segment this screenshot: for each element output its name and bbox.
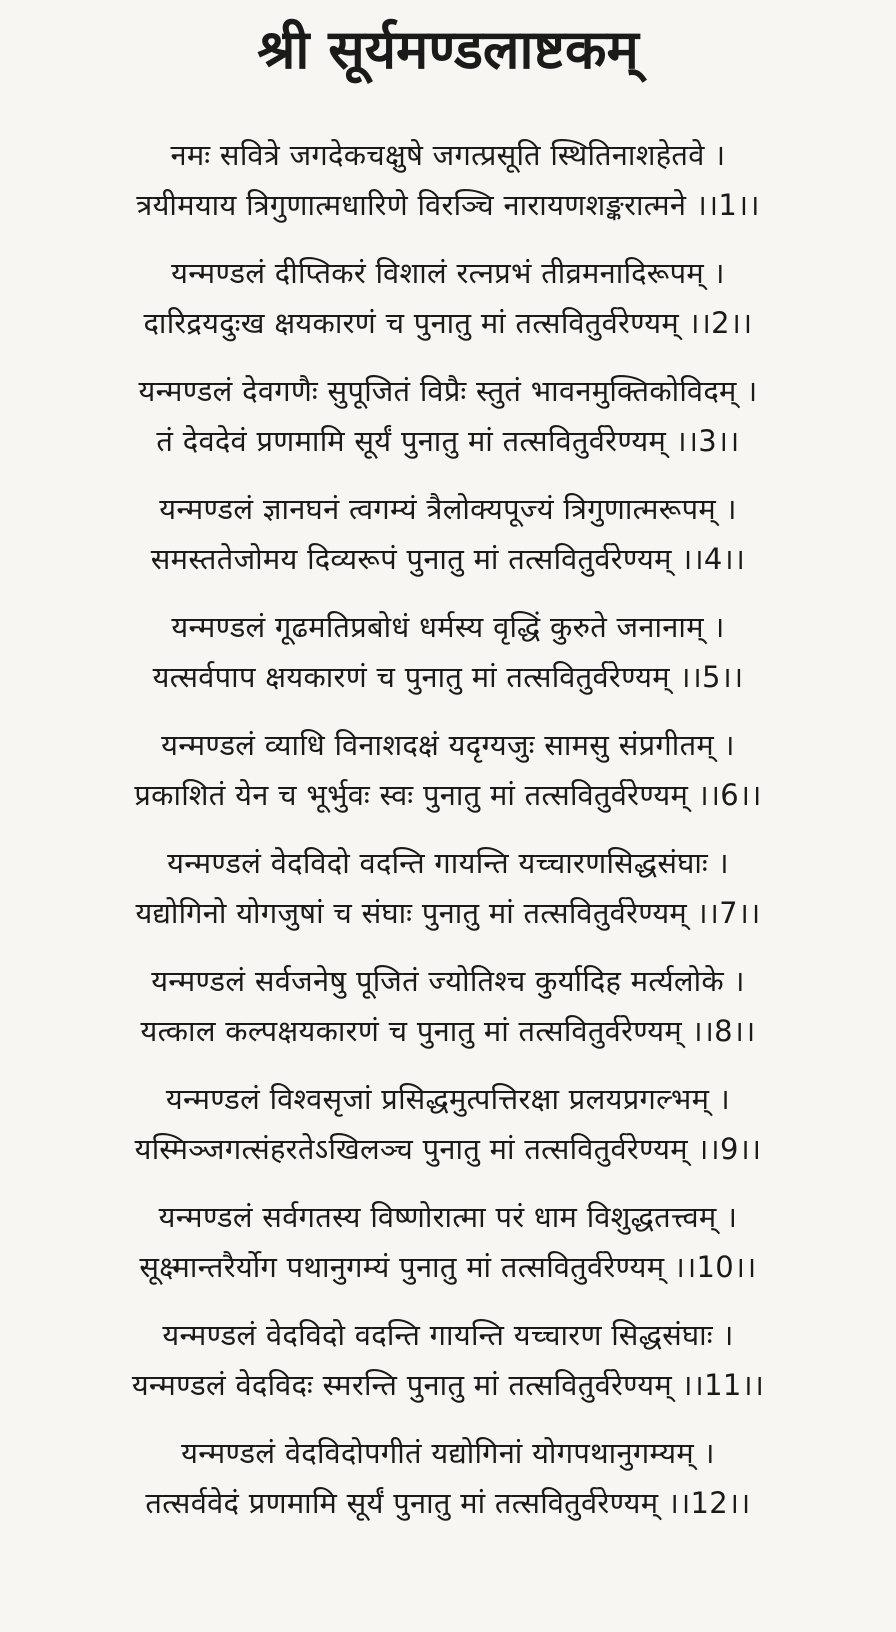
verse-line: यन्मण्डलं वेदविदो वदन्ति गायन्ति यच्चारण सिद्धसंघाः । [162, 1318, 734, 1352]
verse-line: तत्सर्ववेदं प्रणमामि सूर्यं पुनातु मां तत्सवितुर्वरेण्यम् ।।12।। [145, 1486, 751, 1520]
verse-2 [0, 248, 896, 348]
verse-line: यत्सर्वपाप क्षयकारणं च पुनातु मां तत्सवितुर्वरेण्यम् ।।5।। [152, 660, 744, 694]
verse-6 [0, 720, 896, 820]
verse-line: यन्मण्डलं विश्वसृजां प्रसिद्धमुत्पत्तिरक्षा प्रलयप्रगल्भम् । [165, 1082, 731, 1116]
verse-line: यन्मण्डलं दीप्तिकरं विशालं रत्नप्रभं तीव्रमनादिरूपम् । [171, 256, 725, 290]
verse-line: नमः सवित्रे जगदेकचक्षुषे जगत्प्रसूति स्थितिनाशहेतवे । [170, 138, 726, 172]
verse-line: यन्मण्डलं गूढमतिप्रबोधं धर्मस्य वृद्धिं कुरुते जनानाम् । [171, 610, 725, 644]
verse-line: प्रकाशितं येन च भूर्भुवः स्वः पुनातु मां तत्सवितुर्वरेण्यम् ।।6।। [134, 778, 762, 812]
verse-line: यन्मण्डलं व्याधि विनाशदक्षं यदृग्यजुः सामसु संप्रगीतम् । [161, 728, 735, 762]
verse-list [0, 130, 896, 1546]
verse-3 [0, 366, 896, 466]
verse-line: यन्मण्डलं देवगणैः सुपूजितं विप्रैः स्तुतं भावनमुक्तिकोविदम् । [138, 374, 758, 408]
verse-9 [0, 1074, 896, 1174]
verse-line: त्रयीमयाय त्रिगुणात्मधारिणे विरञ्चि नारायणशङ्करात्मने ।।1।। [136, 188, 760, 222]
verse-line: यन्मण्डलं वेदविदोपगीतं यद्योगिनां योगपथानुगम्यम् । [181, 1436, 715, 1470]
verse-line: सूक्ष्मान्तरैर्योग पथानुगम्यं पुनातु मां तत्सवितुर्वरेण्यम् ।।10।। [139, 1250, 757, 1284]
verse-1 [0, 130, 896, 230]
verse-line: यन्मण्डलं सर्वगतस्य विष्णोरात्मा परं धाम विशुद्धतत्त्वम् । [158, 1200, 738, 1234]
verse-line: तं देवदेवं प्रणमामि सूर्यं पुनातु मां तत्सवितुर्वरेण्यम् ।।3।। [156, 424, 740, 458]
page-title: श्री सूर्यमण्डलाष्टकम् [257, 18, 639, 81]
verse-7 [0, 838, 896, 938]
verse-4 [0, 484, 896, 584]
verse-line: यस्मिञ्जगत्संहरतेऽखिलञ्च पुनातु मां तत्सवितुर्वरेण्यम् ।।9।। [134, 1132, 762, 1166]
verse-line: यद्योगिनो योगजुषां च संघाः पुनातु मां तत्सवितुर्वरेण्यम् ।।7।। [135, 896, 761, 930]
verse-10 [0, 1192, 896, 1292]
verse-line: यत्काल कल्पक्षयकारणं च पुनातु मां तत्सवितुर्वरेण्यम् ।।8।। [140, 1014, 756, 1048]
verse-11 [0, 1310, 896, 1410]
verse-line: दारिद्रयदुःख क्षयकारणं च पुनातु मां तत्सवितुर्वरेण्यम् ।।2।। [143, 306, 753, 340]
verse-line: यन्मण्डलं ज्ञानघनं त्वगम्यं त्रैलोक्यपूज्यं त्रिगुणात्मरूपम् । [159, 492, 737, 526]
verse-line: यन्मण्डलं वेदविदो वदन्ति गायन्ति यच्चारणसिद्धसंघाः । [167, 846, 729, 880]
verse-line: समस्ततेजोमय दिव्यरूपं पुनातु मां तत्सवितुर्वरेण्यम् ।।4।। [150, 542, 746, 576]
verse-5 [0, 602, 896, 702]
verse-line: यन्मण्डलं सर्वजनेषु पूजितं ज्योतिश्च कुर्यादिह मर्त्यलोके । [151, 964, 745, 998]
verse-line: यन्मण्डलं वेदविदः स्मरन्ति पुनातु मां तत्सवितुर्वरेण्यम् ।।11।। [131, 1368, 765, 1402]
verse-8 [0, 956, 896, 1056]
verse-12 [0, 1428, 896, 1528]
